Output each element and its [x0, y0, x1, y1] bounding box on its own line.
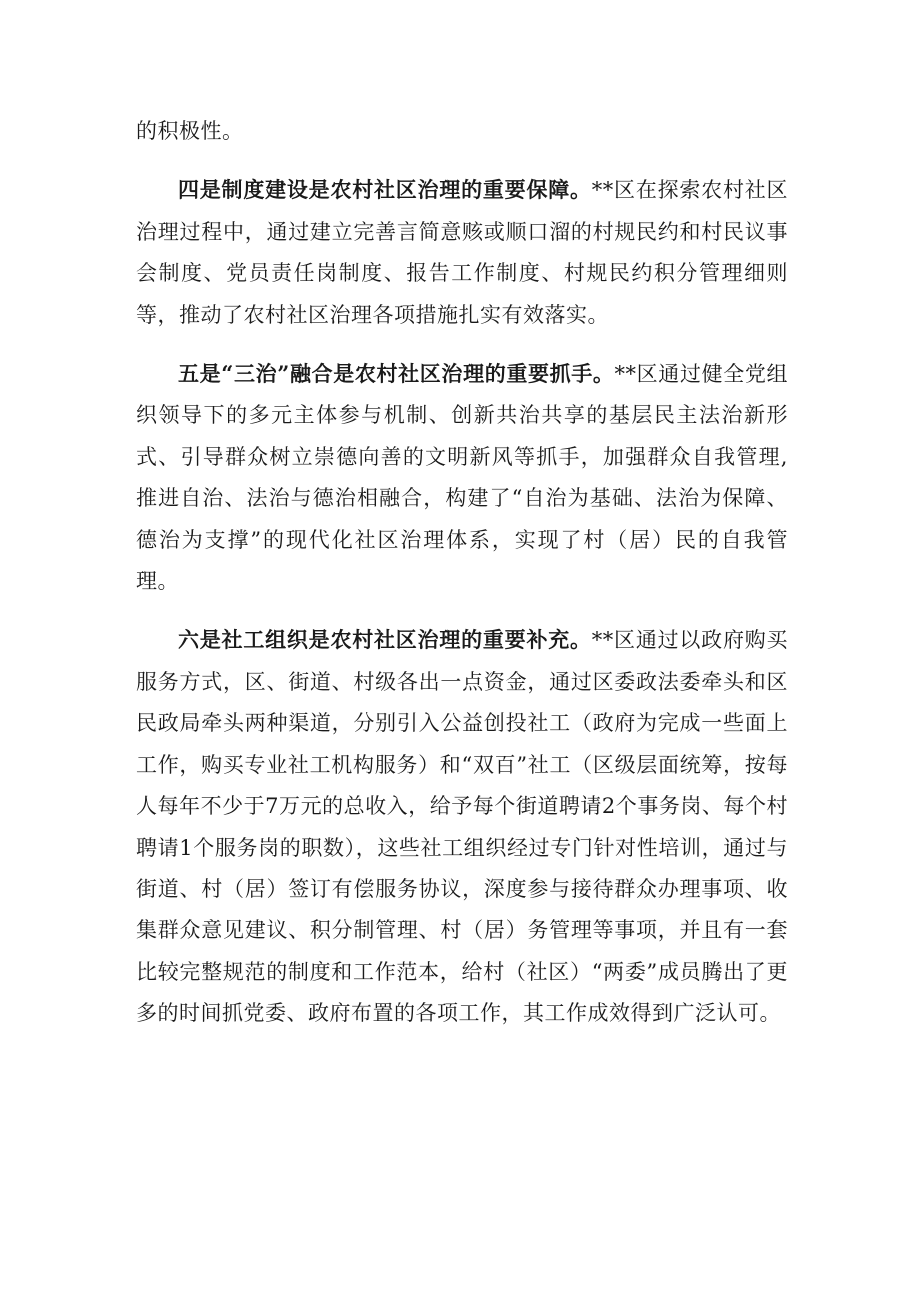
paragraph-six	[136, 619, 788, 1034]
paragraph-heading: 四是制度建设是农村社区治理的重要保障。	[178, 177, 592, 203]
paragraph-body: 的积极性。	[136, 119, 244, 143]
document-page	[136, 111, 788, 1052]
paragraph-continuation	[136, 111, 788, 152]
paragraph-four	[136, 169, 788, 336]
paragraph-body: **区在探索农村社区治理过程中，通过建立完善言简意赅或顺口溜的村规民约和村民议事会制度、党员责任岗制度、报告工作制度、村规民约积分管理细则等，推动了农村社区治理各项措施扎实有效落实。	[136, 178, 789, 327]
paragraph-body: **区通过健全党组织领导下的多元主体参与机制、创新共治共享的基层民主法治新形式、引导群众树立崇德向善的文明新风等抓手，加强群众自我管理,推进自治、法治与德治相融合，构建了“自治为基础、法治为保障、德治为支撑”的现代化社区治理体系，实现了村（居）民的自我管理。	[136, 362, 788, 594]
paragraph-body: **区通过以政府购买服务方式，区、街道、村级各出一点资金，通过区委政法委牵头和区民政局牵头两种渠道，分别引入公益创投社工（政府为完成一些面上工作，购买专业社工机构服务）和“双百”社工（区级层面统筹，按每人每年不少于7万元的总收入，给予每个街道聘请2个事务岗、每个村聘请1个服务岗的职数），这些社工组织经过专门针对性培训，通过与街道、村（居）签订有偿服务协议，深度参与接待群众办理事项、收集群众意见建议、积分制管理、村（居）务管理等事项，并且有一套比较完整规范的制度和工作范本，给村（社区）“两委”成员腾出了更多的时间抓党委、政府布置的各项工作，其工作成效得到广泛认可。	[136, 628, 789, 1026]
paragraph-heading: 五是“三治”融合是农村社区治理的重要抓手。	[178, 361, 615, 387]
paragraph-five	[136, 353, 788, 602]
paragraph-heading: 六是社工组织是农村社区治理的重要补充。	[178, 627, 592, 653]
